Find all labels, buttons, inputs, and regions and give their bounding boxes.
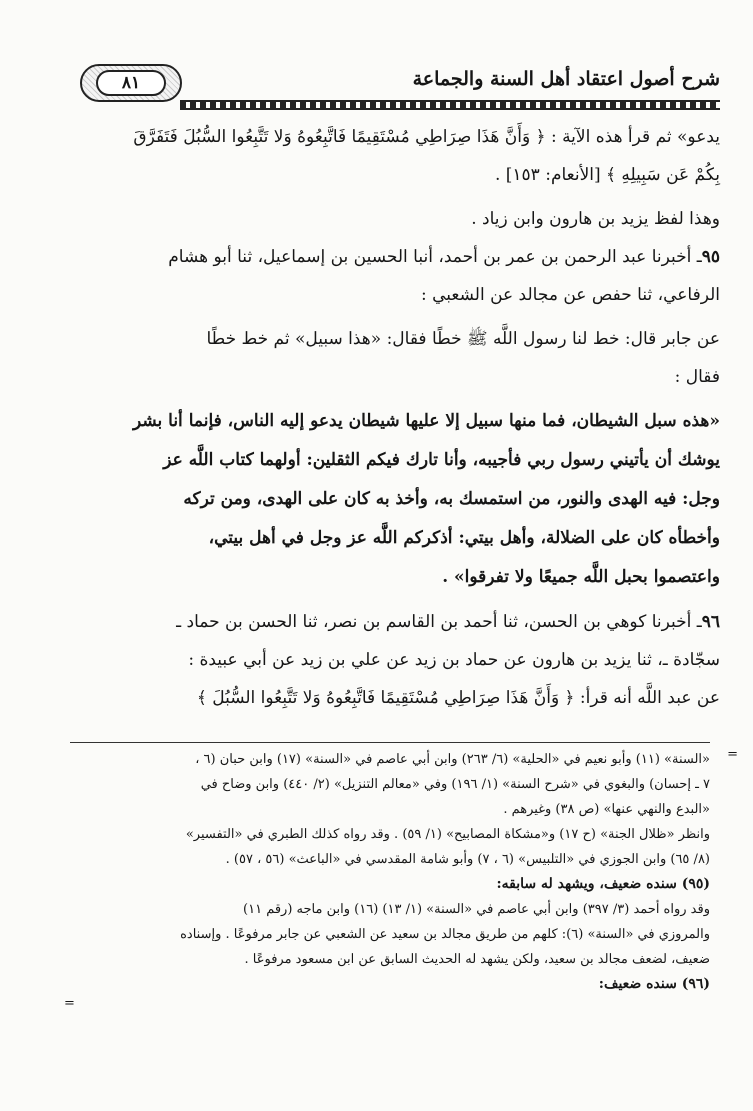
note-95-heading: (٩٥) سنده ضعيف، ويشهد له سابقه: <box>496 876 710 892</box>
page-header <box>60 62 720 102</box>
note-95-line: ضعيف، لضعف مجالد بن سعيد، ولكن يشهد له الحديث السابق عن ابن مسعود مرفوعًا . <box>244 952 710 967</box>
matn-95-line-1: عن جابر قال: خط لنا رسول اللَّه ﷺ خطًا فقال: «هذا سبيل» ثم خط خطًا <box>206 329 720 349</box>
hadith-text-line: يوشك أن يأتيني رسول ربي فأجيبه، وأنا تارك فيكم الثقلين: أولهما كتاب اللَّه عز <box>163 450 720 470</box>
hadith-text-line: «هذه سبل الشيطان، فما منها سبيل إلا عليها شيطان يدعو إليه الناس، فإنما أنا بشر <box>132 411 720 431</box>
page-number-badge <box>80 64 182 102</box>
continuation-mark: = <box>727 747 738 762</box>
matn-96: عن عبد اللَّه أنه قرأ: ﴿ وَأَنَّ هَذَا صِرَاطِي مُسْتَقِيمًا فَاتَّبِعُوهُ وَلا تَتَّبِعُوا السُّبُلَ ﴾ <box>196 688 720 708</box>
hadith-number-95: ٩٥ <box>701 247 720 267</box>
footnote-line: وانظر «ظلال الجنة» (ح ١٧) و«مشكاة المصابيح» (١/ ٥٩) . وقد رواه كذلك الطبري في «التفسير» <box>185 827 710 842</box>
verse-line-1: يدعو» ثم قرأ هذه الآية : ﴿ وَأَنَّ هَذَا صِرَاطِي مُسْتَقِيمًا فَاتَّبِعُوهُ وَلا تَتَّبِعُوا السُّبُلَ فَتَفَرَّقَ <box>133 127 720 147</box>
main-text <box>70 118 720 717</box>
header-divider <box>180 100 720 110</box>
note-96-heading: (٩٦) سنده ضعيف: <box>598 976 710 992</box>
footnote-line: «السنة» (١١) وأبو نعيم في «الحلية» (٦/ ٢٦٣) وابن أبي عاصم في «السنة» (١٧) وابن حبان (٦ ، <box>195 752 710 767</box>
wording-note: وهذا لفظ يزيد بن هارون وابن زياد . <box>471 209 720 229</box>
footnote-line: (٨/ ٦٥) وابن الجوزي في «التلبيس» (٦ ، ٧) وأبو شامة المقدسي في «الباعث» (٥٦ ، ٥٧) . <box>225 852 710 867</box>
note-95-line: وقد رواه أحمد (٣/ ٣٩٧) وابن أبي عاصم في «السنة» (١/ ١٣) (١٦) وابن ماجه (رقم ١١) <box>243 902 710 917</box>
isnad-95-line-2: الرفاعي، ثنا حفص عن مجالد عن الشعبي : <box>420 285 720 305</box>
verse-line-2: بِكُمْ عَن سَبِيلِهِ ﴾ [الأنعام: ١٥٣] . <box>494 165 720 185</box>
footnote-line: «البدع والنهي عنها» (ص ٣٨) وغيرهم . <box>503 802 710 817</box>
matn-95-line-2: فقال : <box>674 367 720 387</box>
isnad-96-line-1: ٩٦ـ أخبرنا كوهي بن الحسن، ثنا أحمد بن القاسم بن نصر، ثنا الحسن بن حماد ـ <box>176 612 720 632</box>
footnote-line: ٧ ـ إحسان) والبغوي في «شرح السنة» (١/ ١٩٦) وفي «معالم التنزيل» (٢/ ٤٤٠) وابن وضاح في <box>200 777 710 792</box>
footnotes <box>64 742 738 1011</box>
isnad-95-line-1: ٩٥ـ أخبرنا عبد الرحمن بن عمر بن أحمد، أنبا الحسين بن إسماعيل، ثنا أبو هشام <box>168 247 720 267</box>
hadith-text-line: وجل: فيه الهدى والنور، من استمسك به، وأخذ به كان على الهدى، ومن تركه <box>183 489 720 509</box>
hadith-text-line: واعتصموا بحبل اللَّه جميعًا ولا تفرقوا» . <box>442 567 720 587</box>
continuation-mark-bottom: = <box>64 996 75 1011</box>
hadith-text-line: وأخطأه كان على الضلالة، وأهل بيتي: أذكركم اللَّه عز وجل في أهل بيتي، <box>208 528 720 548</box>
page-number: ٨١ <box>96 70 166 96</box>
running-title: شرح أصول اعتقاد أهل السنة والجماعة <box>412 68 720 90</box>
isnad-96-line-2: سجّادة ـ، ثنا يزيد بن هارون عن حماد بن زيد عن علي بن زيد عن أبي عبيدة : <box>188 650 720 670</box>
hadith-number-96: ٩٦ <box>701 612 720 632</box>
note-95-line: والمروزي في «السنة» (٦): كلهم من طريق مجالد بن سعيد عن الشعبي عن جابر مرفوعًا . وإسناده <box>180 927 710 942</box>
